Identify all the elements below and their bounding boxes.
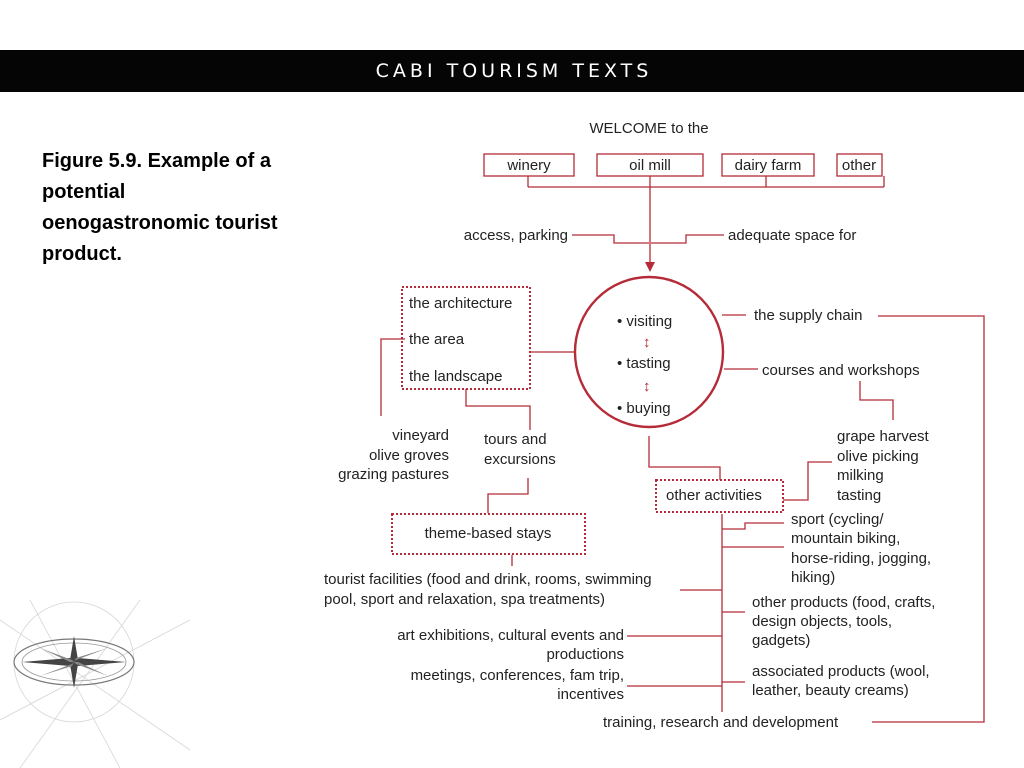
welcome-label: WELCOME to the bbox=[589, 120, 709, 137]
other-products-label: other products (food, crafts, bbox=[752, 594, 936, 611]
tourist-facilities-line: pool, sport and relaxation, spa treatments) bbox=[324, 591, 605, 608]
vineyard-label: vineyard bbox=[392, 427, 449, 444]
landscape-label: the landscape bbox=[409, 368, 503, 385]
other-products-label: design objects, tools, bbox=[752, 613, 893, 630]
associated-products-label: leather, beauty creams) bbox=[752, 682, 909, 699]
olive-picking-label: olive picking bbox=[837, 448, 919, 465]
grazing-pastures-label: grazing pastures bbox=[338, 466, 449, 483]
sport-label: hiking) bbox=[791, 569, 836, 586]
venue-winery: winery bbox=[507, 157, 551, 174]
venue-oil-mill: oil mill bbox=[629, 157, 671, 174]
sport-label: sport (cycling/ bbox=[791, 511, 884, 528]
updown-arrow-icon: ↕ bbox=[643, 378, 651, 395]
supply-chain-label: the supply chain bbox=[754, 307, 863, 324]
other-products-label: gadgets) bbox=[752, 632, 811, 649]
meetings-label: incentives bbox=[557, 686, 624, 703]
venue-dairy-farm: dairy farm bbox=[734, 157, 802, 174]
visiting-label: • visiting bbox=[617, 313, 673, 330]
art-label: productions bbox=[546, 646, 624, 663]
sport-label: horse-riding, jogging, bbox=[791, 550, 932, 567]
architecture-label: the architecture bbox=[409, 295, 513, 312]
updown-arrow-icon: ↕ bbox=[643, 334, 651, 351]
caption-line: Figure 5.9. Example of a bbox=[42, 150, 271, 172]
adequate-space-label: adequate space for bbox=[728, 227, 857, 244]
other-activities-label: other activities bbox=[666, 487, 762, 504]
buying-label: • buying bbox=[617, 400, 671, 417]
art-label: art exhibitions, cultural events and bbox=[397, 627, 624, 644]
sport-label: mountain biking, bbox=[791, 530, 901, 547]
tasting-label: • tasting bbox=[617, 355, 671, 372]
access-parking-label: access, parking bbox=[463, 227, 568, 244]
caption-line: oenogastronomic tourist bbox=[42, 212, 278, 234]
excursions-label: excursions bbox=[484, 451, 556, 468]
tourist-facilities-line: tourist facilities (food and drink, rooms, swimming bbox=[324, 571, 652, 588]
harvest-label: grape harvest bbox=[837, 428, 929, 445]
theme-stays-label: theme-based stays bbox=[424, 525, 552, 542]
caption-line: potential bbox=[42, 181, 126, 203]
tours-label: tours and bbox=[484, 431, 547, 448]
training-label: training, research and development bbox=[603, 714, 839, 731]
caption-line: product. bbox=[42, 243, 122, 265]
venue-other: other bbox=[841, 157, 877, 174]
area-label: the area bbox=[409, 331, 465, 348]
courses-label: courses and workshops bbox=[762, 362, 920, 379]
associated-products-label: associated products (wool, bbox=[752, 663, 930, 680]
olive-groves-label: olive groves bbox=[368, 447, 449, 464]
header-title: CABI TOURISM TEXTS bbox=[375, 60, 653, 82]
milking-label: milking bbox=[837, 467, 884, 484]
meetings-label: meetings, conferences, fam trip, bbox=[410, 667, 624, 684]
harvest-tasting-label: tasting bbox=[837, 487, 882, 504]
